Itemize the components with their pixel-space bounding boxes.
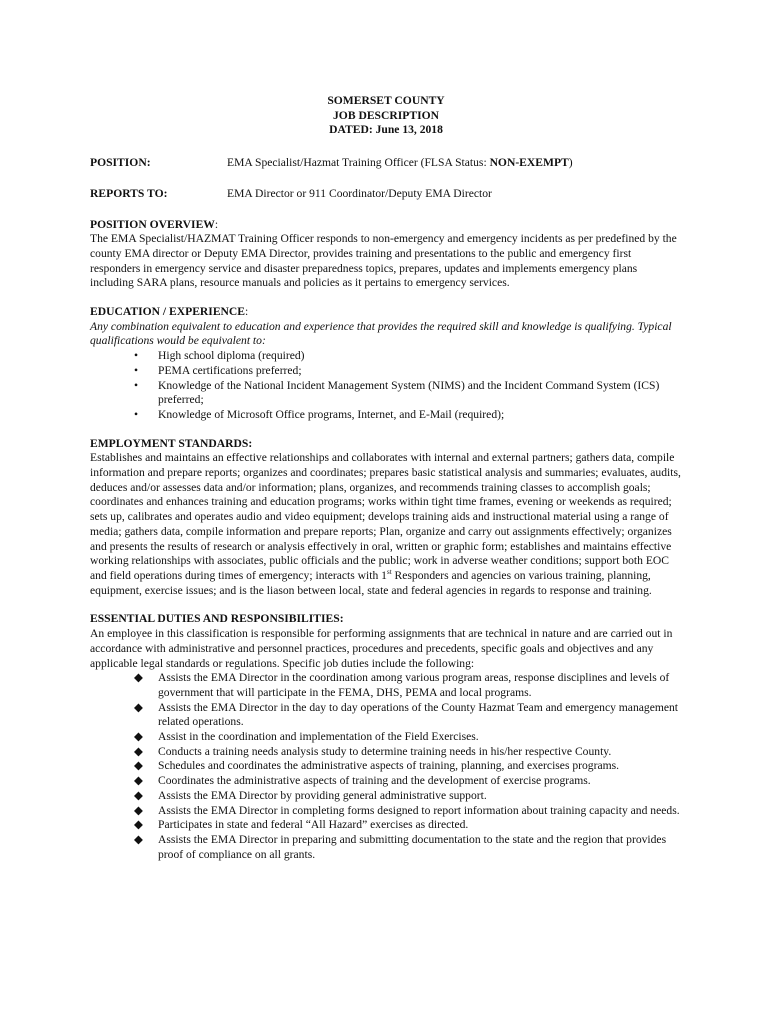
list-item-text: Assist in the coordination and implementation of the Field Exercises. [158, 730, 479, 744]
list-item [90, 818, 682, 833]
list-item [90, 833, 682, 862]
list-item-text: Assists the EMA Director in the day to day operations of the County Hazmat Team and emergency management related operations. [158, 700, 679, 729]
list-item [90, 379, 682, 408]
duties-intro: An employee in this classification is responsible for performing assignments that are technical in nature and are carried out in accordance with administrative and personnel practices, procedures and precedents, specific goals and objectives and any applicable legal standards or regulations. Specific job duties include the following: [90, 627, 673, 670]
education-heading-colon: : [245, 305, 249, 319]
list-item [90, 759, 682, 774]
employment-heading: EMPLOYMENT STANDARDS: [90, 436, 253, 450]
list-item [90, 701, 682, 730]
document-type: JOB DESCRIPTION [333, 108, 439, 122]
diamond-bullet-icon: ◆ [134, 788, 143, 802]
county-name: SOMERSET COUNTY [327, 94, 445, 107]
bullet-icon: • [134, 349, 139, 363]
diamond-bullet-icon: ◆ [134, 744, 143, 758]
bullet-icon: • [134, 378, 139, 392]
list-item [90, 804, 682, 819]
diamond-bullet-icon: ◆ [134, 803, 143, 817]
list-item-text: PEMA certifications preferred; [158, 363, 302, 377]
list-item-text: Knowledge of the National Incident Management System (NIMS) and the Incident Command System (ICS) preferred; [158, 378, 660, 407]
diamond-bullet-icon: ◆ [134, 832, 143, 846]
list-item [90, 349, 682, 364]
diamond-bullet-icon: ◆ [134, 774, 143, 788]
overview-heading [90, 218, 682, 233]
list-item [90, 671, 682, 700]
employment-text-part2: Responders and agencies on various training, planning, equipment, exercise issues; and is the liason between local, state and federal agencies in regards to response and training. [90, 568, 652, 597]
position-title: EMA Specialist/Hazmat Training Officer (FLSA Status: [227, 156, 490, 170]
reports-to-label: REPORTS TO: [90, 186, 168, 200]
bullet-icon: • [134, 363, 139, 377]
overview-heading-colon: : [214, 217, 219, 231]
bullet-icon: • [134, 407, 139, 421]
diamond-bullet-icon: ◆ [134, 818, 143, 832]
education-heading [90, 305, 682, 320]
list-item [90, 364, 682, 379]
list-item-text: Assists the EMA Director by providing general administrative support. [158, 788, 487, 802]
duties-list [90, 671, 682, 862]
list-item-text: Assists the EMA Director in the coordination among various program areas, response disciplines and levels of government that will participate in the FEMA, DHS, PEMA and local programs. [158, 671, 670, 699]
duties-heading: ESSENTIAL DUTIES AND RESPONSIBILITIES: [90, 612, 344, 626]
list-item [90, 789, 682, 804]
list-item-text: Assists the EMA Director in completing forms designed to report information about training capacity and needs. [158, 803, 680, 817]
education-intro: Any combination equivalent to education and experience that provides the required skill and knowledge is qualifying. Typical qualifications would be equivalent to: [90, 319, 672, 348]
employment-text-part1: Establishes and maintains an effective relationships and collaborates with internal and external partners; gathers data, compile information and prepare reports; organizes and coordinates; prepares basic statistical analysis and summaries; evaluates, audits, deduces and/or assesses data and/or information; plans, organizes, and recommends training classes to accomplish goals; coordinates and enhances training and education programs; works within tight time frames, evening or weekends as required; sets up, calibrates and operates audio and video equipment; develops training aids and instructional material using a range of media; gathers data, compile information and prepare reports; Plan, organize and carry out assignments effectively; organizes and presents the results of research or analysis effectively in oral, written or graphic form; establishes and maintains effective working relationships with associates, public officials and the public; work in adverse weather conditions; support both EOC and field operations during times of emergency; interacts with 1 [90, 451, 681, 582]
list-item-text: Conducts a training needs analysis study to determine training needs in his/her respective County. [158, 744, 612, 758]
document-date: DATED: June 13, 2018 [329, 123, 443, 137]
list-item [90, 745, 682, 760]
education-list [90, 349, 682, 423]
ordinal-suffix: st [386, 568, 392, 577]
position-value-suffix: ) [568, 156, 573, 170]
diamond-bullet-icon: ◆ [134, 700, 143, 714]
position-label: POSITION: [90, 156, 151, 170]
list-item-text: Knowledge of Microsoft Office programs, Internet, and E-Mail (required); [158, 407, 505, 421]
position-row [90, 156, 682, 171]
diamond-bullet-icon: ◆ [134, 730, 143, 744]
position-value [227, 156, 682, 171]
list-item [90, 774, 682, 789]
job-description-page [90, 94, 682, 862]
list-item [90, 730, 682, 745]
diamond-bullet-icon: ◆ [134, 671, 143, 685]
list-item-text: Assists the EMA Director in preparing and submitting documentation to the state and the region that provides proof of compliance on all grants. [158, 832, 667, 861]
diamond-bullet-icon: ◆ [134, 759, 143, 773]
document-header [90, 94, 682, 138]
list-item-text: Schedules and coordinates the administrative aspects of training, planning, and exercises programs. [158, 759, 620, 773]
education-heading-text: EDUCATION / EXPERIENCE [90, 305, 246, 319]
list-item-text: Participates in state and federal “All Hazard” exercises as directed. [158, 818, 469, 832]
reports-to-value: EMA Director or 911 Coordinator/Deputy EMA Director [227, 186, 492, 200]
employment-text [90, 451, 682, 598]
reports-to-row [90, 187, 682, 202]
overview-heading-text: POSITION OVERVIEW [90, 217, 215, 231]
list-item-text: High school diploma (required) [158, 349, 305, 363]
flsa-status: NON-EXEMPT [489, 156, 569, 170]
overview-text: The EMA Specialist/HAZMAT Training Officer responds to non-emergency and emergency incidents as per predefined by the county EMA director or Deputy EMA Director, provides training and presentations to the public and emergency first responders in emergency service and disaster preparedness topics, prepares, updates and implements emergency plans including SARA plans, resource manuals and policies as it pertains to emergency services. [90, 232, 677, 290]
list-item-text: Coordinates the administrative aspects of training and the development of exercise programs. [158, 774, 591, 788]
list-item [90, 408, 682, 423]
